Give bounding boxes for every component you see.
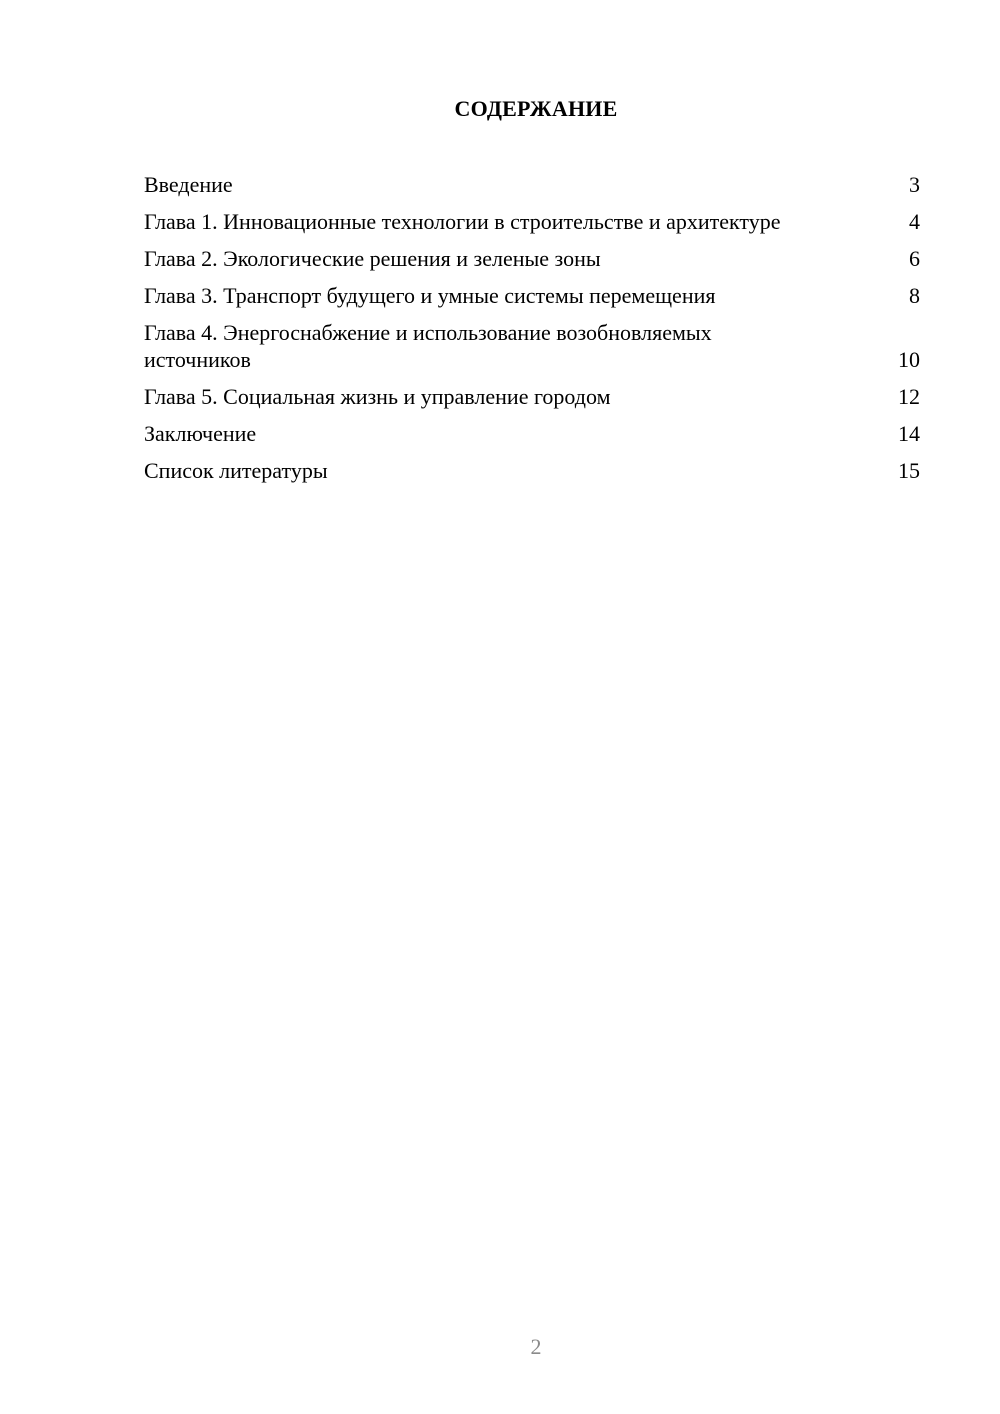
toc-entry-page: 15 (898, 458, 920, 483)
toc-entry-page: 14 (898, 421, 920, 446)
page-title: СОДЕРЖАНИЕ (454, 96, 618, 121)
toc-entry-page: 10 (898, 347, 920, 372)
toc-entry-page: 3 (909, 172, 920, 197)
toc-entry-chapter-1[interactable] (144, 208, 920, 235)
toc-entry-label: Глава 1. Инновационные технологии в строительстве и архитектуре (144, 209, 781, 234)
toc-entry-page: 6 (909, 246, 920, 271)
toc-entry-label: Введение (144, 172, 233, 197)
toc-entry-label: Заключение (144, 421, 257, 446)
toc-entry-chapter-4[interactable] (144, 319, 920, 373)
toc-entry-chapter-5[interactable] (144, 383, 920, 410)
toc-entry-chapter-2[interactable] (144, 245, 920, 272)
toc-entry-conclusion[interactable] (144, 420, 920, 447)
toc-entry-page: 12 (898, 384, 920, 409)
toc-entry-label: Список литературы (144, 458, 328, 483)
toc-entry-label: Глава 3. Транспорт будущего и умные системы перемещения (144, 283, 716, 308)
toc-entry-page: 8 (909, 283, 920, 308)
toc-entry-introduction[interactable] (144, 171, 920, 198)
toc-entry-page: 4 (909, 209, 920, 234)
toc-entry-label: Глава 4. Энергоснабжение и использование возобновляемых источников (144, 320, 712, 372)
page-number: 2 (530, 1334, 542, 1359)
toc-entry-chapter-3[interactable] (144, 282, 920, 309)
toc-entry-label: Глава 5. Социальная жизнь и управление городом (144, 384, 611, 409)
toc-entry-references[interactable] (144, 457, 920, 484)
table-of-contents (144, 171, 920, 494)
toc-entry-label: Глава 2. Экологические решения и зеленые зоны (144, 246, 601, 271)
